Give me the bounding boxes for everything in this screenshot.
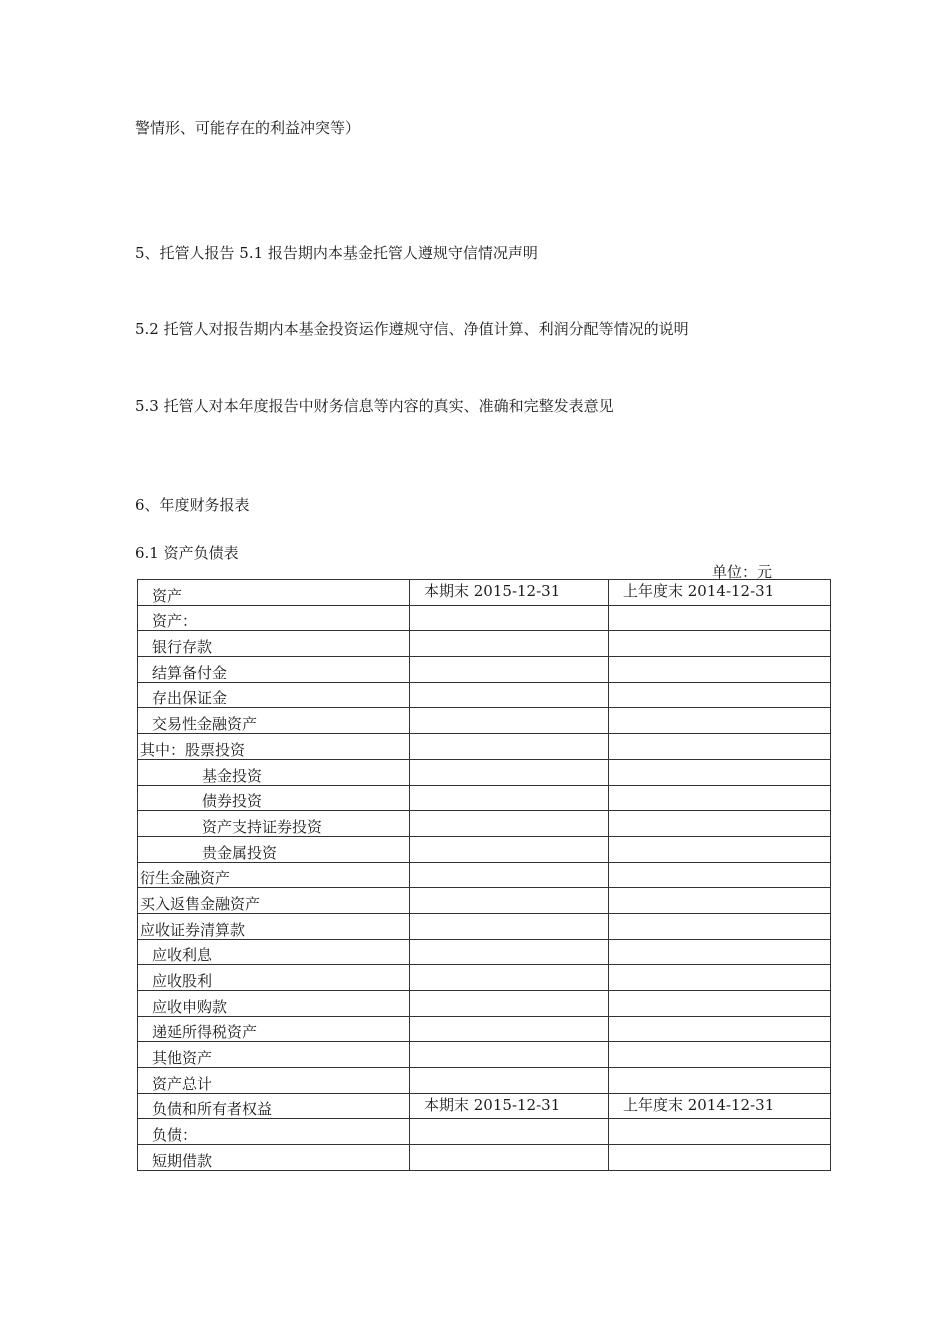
row-label-text: 衍生金融资产 [140, 869, 231, 888]
current-period-value [410, 1016, 609, 1042]
row-label [138, 913, 410, 939]
header-label [138, 580, 410, 606]
current-period-value [410, 888, 609, 914]
table-row [138, 888, 831, 914]
table-row [138, 631, 831, 657]
table-row [138, 708, 831, 734]
current-period-value [410, 811, 609, 837]
header-label [138, 1093, 410, 1119]
prior-year-value [609, 811, 831, 837]
current-period-value [410, 605, 609, 631]
current-period-value [410, 1145, 609, 1171]
row-label [138, 785, 410, 811]
prior-year-value [609, 708, 831, 734]
prior-year-value [609, 888, 831, 914]
table-row [138, 657, 831, 683]
row-label-text: 应收证券清算款 [140, 920, 246, 939]
row-label-text: 负债： [152, 1126, 198, 1145]
row-label [138, 836, 410, 862]
section-6-1-heading: 6.1 资产负债表 [135, 544, 239, 562]
table-row [138, 939, 831, 965]
current-period-value [410, 759, 609, 785]
prior-year-value [609, 682, 831, 708]
current-period-value [410, 657, 609, 683]
prior-year-value [609, 965, 831, 991]
current-period-value [410, 1042, 609, 1068]
current-period-value [410, 913, 609, 939]
row-label-text: 应收利息 [152, 946, 213, 965]
current-period-value [410, 991, 609, 1017]
row-label-text: 资产支持证券投资 [202, 817, 323, 836]
header-prior-year [609, 580, 831, 606]
header-current-period [410, 1093, 609, 1119]
table-row [138, 1119, 831, 1145]
section-6-heading: 6、年度财务报表 [135, 496, 250, 514]
prior-year-value [609, 913, 831, 939]
row-label [138, 888, 410, 914]
table-row [138, 759, 831, 785]
row-label-text: 买入返售金融资产 [140, 894, 261, 913]
header-current-period-text: 本期末 2015-12-31 [424, 1095, 561, 1114]
row-label [138, 605, 410, 631]
row-label-text: 递延所得税资产 [152, 1023, 258, 1042]
row-label [138, 1145, 410, 1171]
table-row [138, 991, 831, 1017]
table-row [138, 605, 831, 631]
prior-year-value [609, 631, 831, 657]
row-label-text: 短期借款 [152, 1151, 213, 1170]
row-label-text: 资产总计 [152, 1074, 213, 1093]
row-label [138, 734, 410, 760]
current-period-value [410, 631, 609, 657]
table-row [138, 1016, 831, 1042]
row-label-text: 贵金属投资 [202, 843, 278, 862]
row-label-text: 交易性金融资产 [152, 715, 258, 734]
row-label [138, 708, 410, 734]
row-label [138, 939, 410, 965]
table-row [138, 734, 831, 760]
row-label [138, 1068, 410, 1094]
row-label-text: 应收股利 [152, 972, 213, 990]
balance-sheet-table [137, 579, 831, 1171]
table-header-row [138, 580, 831, 606]
table-row [138, 811, 831, 837]
prior-year-value [609, 734, 831, 760]
row-label-text: 存出保证金 [152, 689, 228, 708]
row-label [138, 759, 410, 785]
row-label [138, 862, 410, 888]
table-row [138, 682, 831, 708]
row-label-text: 其中：股票投资 [140, 740, 246, 759]
prior-year-value [609, 862, 831, 888]
current-period-value [410, 682, 609, 708]
row-label [138, 1016, 410, 1042]
row-label [138, 682, 410, 708]
current-period-value [410, 785, 609, 811]
unit-label: 单位：元 [712, 563, 773, 581]
current-period-value [410, 1068, 609, 1094]
prior-year-value [609, 1016, 831, 1042]
prior-year-value [609, 939, 831, 965]
header-current-period-text: 本期末 2015-12-31 [424, 582, 561, 600]
row-label-text: 应收申购款 [152, 997, 228, 1016]
section-5-2-heading: 5.2 托管人对报告期内本基金投资运作遵规守信、净值计算、利润分配等情况的说明 [135, 320, 689, 338]
row-label-text: 债券投资 [202, 792, 263, 811]
row-label-text: 基金投资 [202, 766, 263, 785]
row-label [138, 631, 410, 657]
prior-year-value [609, 1042, 831, 1068]
table-row [138, 862, 831, 888]
table-row [138, 1042, 831, 1068]
prior-year-value [609, 836, 831, 862]
prior-year-value [609, 605, 831, 631]
prior-year-value [609, 1068, 831, 1094]
prior-year-value [609, 1145, 831, 1171]
row-label [138, 657, 410, 683]
row-label-text: 其他资产 [152, 1049, 213, 1068]
current-period-value [410, 1119, 609, 1145]
row-label [138, 1119, 410, 1145]
header-label-text: 资产 [152, 586, 183, 605]
table-row [138, 913, 831, 939]
header-prior-year [609, 1093, 831, 1119]
row-label [138, 1042, 410, 1068]
row-label-text: 结算备付金 [152, 663, 228, 682]
table-header-row [138, 1093, 831, 1119]
header-prior-year-text: 上年度末 2014-12-31 [623, 582, 775, 600]
header-current-period [410, 580, 609, 606]
table-row [138, 785, 831, 811]
table-row [138, 1068, 831, 1094]
current-period-value [410, 862, 609, 888]
table-row [138, 965, 831, 991]
prior-year-value [609, 759, 831, 785]
row-label [138, 965, 410, 991]
row-label-text: 资产： [152, 612, 198, 631]
header-label-text: 负债和所有者权益 [152, 1100, 273, 1119]
paragraph-line-1: 警情形、可能存在的利益冲突等） [135, 119, 361, 137]
prior-year-value [609, 657, 831, 683]
current-period-value [410, 965, 609, 991]
prior-year-value [609, 785, 831, 811]
header-prior-year-text: 上年度末 2014-12-31 [623, 1095, 775, 1114]
row-label-text: 银行存款 [152, 638, 213, 657]
section-5-heading: 5、托管人报告 5.1 报告期内本基金托管人遵规守信情况声明 [135, 244, 538, 262]
current-period-value [410, 734, 609, 760]
current-period-value [410, 836, 609, 862]
prior-year-value [609, 991, 831, 1017]
row-label [138, 811, 410, 837]
section-5-3-heading: 5.3 托管人对本年度报告中财务信息等内容的真实、准确和完整发表意见 [135, 397, 614, 415]
current-period-value [410, 939, 609, 965]
current-period-value [410, 708, 609, 734]
table-row [138, 1145, 831, 1171]
row-label [138, 991, 410, 1017]
table-row [138, 836, 831, 862]
prior-year-value [609, 1119, 831, 1145]
